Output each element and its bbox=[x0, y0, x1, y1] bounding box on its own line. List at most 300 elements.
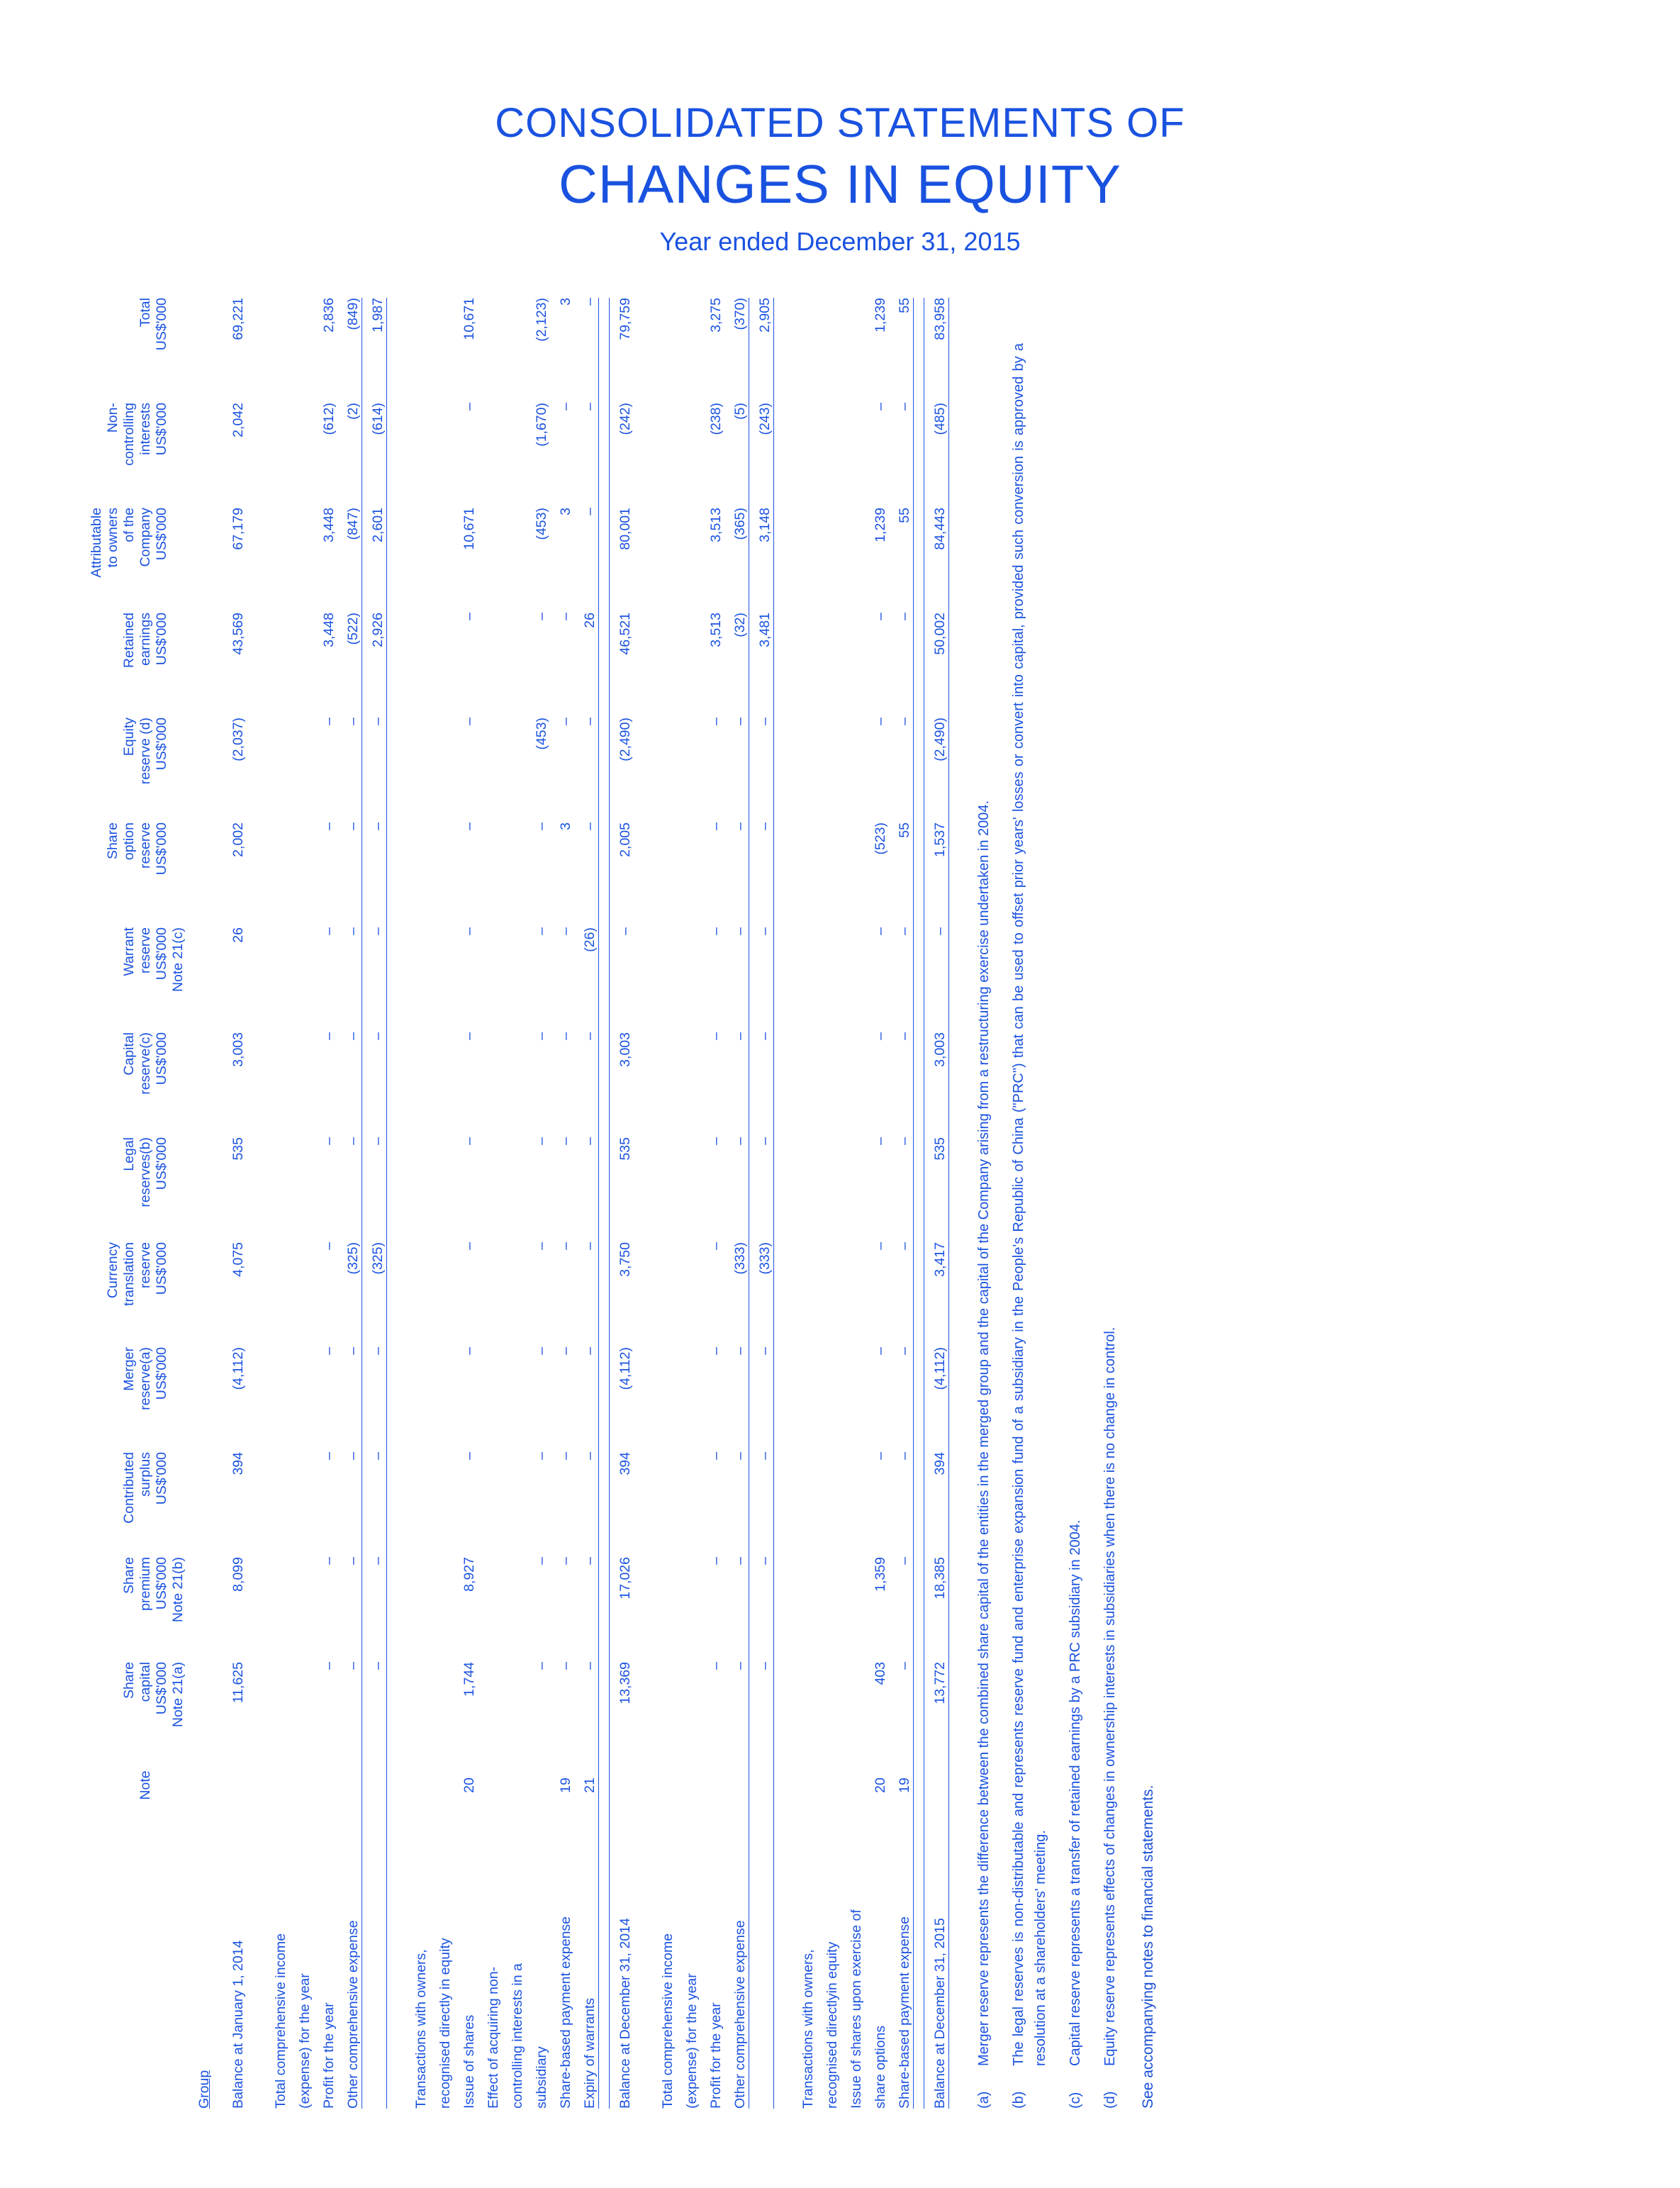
table-row bbox=[289, 298, 313, 2109]
col-note-nci bbox=[170, 403, 186, 508]
row-label: Other comprehensive expense bbox=[724, 1804, 749, 2109]
col-header-merger_reserve: Merger reserve(a) bbox=[121, 1347, 153, 1410]
footnote-item bbox=[1065, 343, 1087, 2109]
cell-share_premium: 8,099 bbox=[230, 1557, 246, 1592]
row-label: Share-based payment expense bbox=[558, 1916, 573, 2109]
cell-equity_reserve: – bbox=[321, 718, 337, 725]
cell-share_premium: – bbox=[337, 1557, 362, 1662]
cell-share_premium: – bbox=[889, 1557, 914, 1662]
cell-share_option_reserve: – bbox=[321, 822, 337, 830]
cell-retained_earnings: – bbox=[889, 613, 914, 718]
cell-share_option_reserve: 1,537 bbox=[924, 822, 949, 927]
col-header-legal_reserves: Legal reserves(b) bbox=[121, 1137, 153, 1207]
row-note-ref bbox=[924, 1767, 949, 1804]
cell-share_option_reserve: – bbox=[461, 822, 477, 830]
cell-contributed_surplus: – bbox=[574, 1452, 599, 1557]
col-unit-total: US$'000 bbox=[154, 298, 169, 351]
cell-contributed_surplus: – bbox=[461, 1452, 477, 1460]
cell-warrant_reserve: – bbox=[873, 927, 888, 935]
table-row bbox=[454, 298, 478, 2109]
cell-share_premium: 1,359 bbox=[873, 1557, 888, 1592]
row-note-ref bbox=[337, 1767, 362, 1804]
cell-legal_reserves: – bbox=[321, 1137, 337, 1145]
cell-currency_translation_reserve: (333) bbox=[724, 1242, 749, 1347]
row-note-ref bbox=[749, 1767, 774, 1804]
row-empty bbox=[289, 298, 313, 1804]
row-label: controlling interests in a bbox=[510, 1963, 525, 2109]
cell-nci: (485) bbox=[924, 403, 949, 508]
cell-share_capital: 11,625 bbox=[230, 1662, 246, 1704]
table-row bbox=[924, 298, 949, 2109]
table-row bbox=[676, 298, 700, 2109]
cell-share_capital: – bbox=[321, 1662, 337, 1670]
table-row bbox=[841, 298, 865, 2109]
cell-retained_earnings: – bbox=[534, 613, 549, 620]
row-label: Issue of shares upon exercise of bbox=[849, 1909, 864, 2109]
cell-attributable_owners: 1,239 bbox=[873, 508, 888, 542]
cell-merger_reserve: – bbox=[558, 1347, 573, 1355]
cell-contributed_surplus: – bbox=[337, 1452, 362, 1557]
cell-share_capital: – bbox=[362, 1662, 387, 1767]
cell-currency_translation_reserve: – bbox=[321, 1242, 337, 1250]
row-label: Transactions with owners, bbox=[413, 1949, 429, 2109]
cell-legal_reserves: – bbox=[534, 1137, 549, 1145]
cell-total: 79,759 bbox=[610, 298, 634, 403]
cell-merger_reserve: – bbox=[574, 1347, 599, 1452]
cell-currency_translation_reserve: 3,750 bbox=[610, 1242, 634, 1347]
cell-contributed_surplus: – bbox=[534, 1452, 549, 1460]
col-note-share_premium: Note 21(b) bbox=[170, 1557, 186, 1623]
row-note-ref bbox=[700, 1767, 724, 1804]
table-header-units bbox=[154, 298, 170, 2109]
cell-contributed_surplus: – bbox=[321, 1452, 337, 1460]
table-row bbox=[574, 298, 599, 2109]
cell-merger_reserve: – bbox=[873, 1347, 888, 1355]
col-unit-equity_reserve: US$'000 bbox=[154, 718, 169, 771]
col-header-warrant_reserve: Warrant reserve bbox=[121, 927, 153, 976]
statement-rotated bbox=[89, 298, 1591, 2134]
table-row bbox=[478, 298, 502, 2109]
cell-nci: (614) bbox=[362, 403, 387, 508]
cell-capital_reserve: 3,003 bbox=[230, 1032, 246, 1067]
row-label: recognised directlyin equity bbox=[824, 1941, 840, 2109]
cell-currency_translation_reserve: (325) bbox=[337, 1242, 362, 1347]
row-spacer-small bbox=[914, 298, 924, 2109]
cell-equity_reserve: (2,490) bbox=[610, 718, 634, 822]
row-label bbox=[749, 1804, 774, 2109]
cell-merger_reserve: – bbox=[708, 1347, 724, 1355]
cell-currency_translation_reserve: (333) bbox=[749, 1242, 774, 1347]
col-header-total: Total bbox=[138, 298, 153, 328]
cell-nci: (2) bbox=[337, 403, 362, 508]
row-note-ref bbox=[313, 1767, 337, 1804]
cell-share_option_reserve: (523) bbox=[873, 822, 888, 855]
cell-equity_reserve: (453) bbox=[534, 718, 549, 750]
cell-share_premium: – bbox=[558, 1557, 573, 1565]
cell-legal_reserves: 535 bbox=[230, 1137, 246, 1161]
footnote-key: (a) bbox=[976, 2091, 992, 2109]
row-empty bbox=[430, 298, 454, 1804]
cell-share_option_reserve: 55 bbox=[889, 822, 914, 927]
cell-contributed_surplus: – bbox=[873, 1452, 888, 1460]
cell-retained_earnings: – bbox=[461, 613, 477, 620]
cell-total: 3,275 bbox=[708, 298, 724, 333]
cell-attributable_owners: 3,148 bbox=[749, 508, 774, 613]
cell-total: 3 bbox=[558, 298, 573, 306]
col-unit-warrant_reserve: US$'000 bbox=[154, 927, 169, 981]
cell-contributed_surplus: – bbox=[362, 1452, 387, 1557]
cell-attributable_owners: (847) bbox=[337, 508, 362, 613]
cell-total: 55 bbox=[889, 298, 914, 403]
cell-merger_reserve: – bbox=[534, 1347, 549, 1355]
cell-contributed_surplus: – bbox=[724, 1452, 749, 1557]
cell-total: 1,987 bbox=[362, 298, 387, 403]
table-row bbox=[610, 298, 634, 2109]
row-label: Issue of shares bbox=[461, 2014, 477, 2109]
cell-legal_reserves: – bbox=[558, 1137, 573, 1145]
row-spacer bbox=[634, 298, 652, 2109]
cell-merger_reserve: – bbox=[321, 1347, 337, 1355]
cell-retained_earnings: 3,448 bbox=[321, 613, 337, 647]
col-header-retained_earnings: Retained earnings bbox=[121, 613, 153, 669]
cell-warrant_reserve: – bbox=[534, 927, 549, 935]
cell-share_option_reserve: – bbox=[337, 822, 362, 927]
cell-capital_reserve: – bbox=[321, 1032, 337, 1040]
cell-share_capital: 1,744 bbox=[461, 1662, 477, 1697]
cell-warrant_reserve: – bbox=[321, 927, 337, 935]
cell-warrant_reserve: – bbox=[724, 927, 749, 1032]
row-note-ref: 21 bbox=[574, 1767, 599, 1804]
row-spacer bbox=[387, 298, 406, 2109]
row-note-ref bbox=[526, 1767, 550, 1804]
cell-merger_reserve: – bbox=[362, 1347, 387, 1452]
cell-legal_reserves: 535 bbox=[924, 1137, 949, 1242]
row-note-ref bbox=[362, 1767, 387, 1804]
cell-share_capital: – bbox=[708, 1662, 724, 1670]
table-row bbox=[793, 298, 817, 2109]
row-label: Transactions with owners, bbox=[800, 1949, 816, 2109]
row-label: (expense) for the year bbox=[684, 1973, 700, 2109]
cell-share_option_reserve: – bbox=[534, 822, 549, 830]
col-header-nci: Non- controlling interests bbox=[105, 403, 153, 466]
row-label: Share-based payment expense bbox=[889, 1804, 914, 2109]
cell-total: 69,221 bbox=[230, 298, 246, 340]
cell-attributable_owners: – bbox=[574, 508, 599, 613]
table-row bbox=[700, 298, 724, 2109]
table-row bbox=[724, 298, 749, 2109]
cell-currency_translation_reserve: – bbox=[574, 1242, 599, 1347]
row-label: Expiry of warrants bbox=[574, 1804, 599, 2109]
row-empty bbox=[676, 298, 700, 1804]
row-note-ref bbox=[724, 1767, 749, 1804]
row-empty bbox=[652, 298, 676, 1804]
cell-equity_reserve: – bbox=[889, 718, 914, 822]
col-unit-label bbox=[154, 1804, 170, 2109]
col-header-share_option_reserve: Share option reserve bbox=[105, 822, 153, 869]
footnote-text: Capital reserve represents a transfer of retained earnings by a PRC subsidiary in 2004. bbox=[1068, 1519, 1083, 2066]
cell-warrant_reserve: – bbox=[558, 927, 573, 935]
cell-nci: (242) bbox=[610, 403, 634, 508]
col-unit-share_premium: US$'000 bbox=[154, 1557, 169, 1610]
col-unit-contributed_surplus: US$'000 bbox=[154, 1452, 169, 1505]
cell-attributable_owners: 67,179 bbox=[230, 508, 246, 550]
cell-nci: – bbox=[574, 403, 599, 508]
cell-warrant_reserve: – bbox=[708, 927, 724, 935]
statement-area bbox=[0, 298, 1680, 2155]
cell-equity_reserve: (2,037) bbox=[230, 718, 246, 761]
cell-nci: (612) bbox=[321, 403, 337, 435]
cell-attributable_owners: 3,513 bbox=[708, 508, 724, 542]
footnote-item bbox=[1099, 343, 1121, 2109]
cell-total: 10,671 bbox=[461, 298, 477, 340]
see-accompanying-notes: See accompanying notes to financial statements. bbox=[1140, 1785, 1156, 2109]
cell-capital_reserve: – bbox=[558, 1032, 573, 1040]
cell-total: 2,836 bbox=[321, 298, 337, 333]
cell-share_premium: 18,385 bbox=[924, 1557, 949, 1662]
row-label: Effect of acquiring non- bbox=[486, 1966, 501, 2109]
cell-equity_reserve: – bbox=[337, 718, 362, 822]
col-header-note: Note bbox=[138, 1770, 153, 1800]
cell-merger_reserve: – bbox=[724, 1347, 749, 1452]
col-note-label bbox=[170, 1804, 186, 2109]
cell-share_premium: – bbox=[534, 1557, 549, 1565]
cell-share_capital: – bbox=[534, 1662, 549, 1670]
row-label: Balance at January 1, 2014 bbox=[230, 1940, 246, 2109]
cell-total: (2,123) bbox=[534, 298, 549, 342]
cell-nci: – bbox=[889, 403, 914, 508]
table-row bbox=[865, 298, 889, 2109]
cell-currency_translation_reserve: – bbox=[534, 1242, 549, 1250]
cell-share_capital: 13,772 bbox=[924, 1662, 949, 1767]
table-body bbox=[223, 298, 949, 2109]
cell-contributed_surplus: – bbox=[558, 1452, 573, 1460]
cell-equity_reserve: (2,490) bbox=[924, 718, 949, 822]
row-note-ref bbox=[223, 1767, 247, 1804]
cell-currency_translation_reserve: – bbox=[558, 1242, 573, 1250]
cell-share_premium: 8,927 bbox=[461, 1557, 477, 1592]
footnotes bbox=[973, 343, 1121, 2109]
cell-warrant_reserve: – bbox=[749, 927, 774, 1032]
cell-retained_earnings: 43,569 bbox=[230, 613, 246, 655]
cell-share_capital: – bbox=[574, 1662, 599, 1767]
row-label bbox=[362, 1804, 387, 2109]
footnote-text: Equity reserve represents effects of changes in ownership interests in subsidiaries when there is no change in control. bbox=[1102, 1327, 1118, 2066]
cell-total: (849) bbox=[337, 298, 362, 403]
col-header-capital_reserve: Capital reserve(c) bbox=[121, 1032, 153, 1095]
cell-share_premium: 17,026 bbox=[610, 1557, 634, 1662]
cell-nci: (1,670) bbox=[534, 403, 549, 447]
cell-share_option_reserve: – bbox=[574, 822, 599, 927]
table-row bbox=[652, 298, 676, 2109]
title-subtitle: Year ended December 31, 2015 bbox=[659, 227, 1021, 256]
row-label: Balance at December 31, 2015 bbox=[924, 1804, 949, 2109]
cell-share_premium: – bbox=[362, 1557, 387, 1662]
cell-currency_translation_reserve: – bbox=[873, 1242, 888, 1250]
footnote-item bbox=[1008, 343, 1052, 2109]
cell-contributed_surplus: 394 bbox=[924, 1452, 949, 1557]
col-unit-share_capital: US$'000 bbox=[154, 1662, 169, 1715]
col-header-equity_reserve: Equity reserve (d) bbox=[121, 718, 153, 785]
cell-share_premium: – bbox=[724, 1557, 749, 1662]
footnote-text: Merger reserve represents the difference between the combined share capital of the entities in the merged group and the capital of the Company arising from a restructuring exercise undertaken in 2004. bbox=[976, 800, 992, 2066]
row-empty bbox=[841, 298, 865, 1804]
cell-currency_translation_reserve: – bbox=[461, 1242, 477, 1250]
cell-capital_reserve: – bbox=[708, 1032, 724, 1040]
col-unit-nci: US$'000 bbox=[154, 403, 169, 456]
cell-attributable_owners: (453) bbox=[534, 508, 549, 540]
cell-attributable_owners: (365) bbox=[724, 508, 749, 613]
cell-warrant_reserve: – bbox=[362, 927, 387, 1032]
cell-nci: (5) bbox=[724, 403, 749, 508]
cell-share_capital: – bbox=[889, 1662, 914, 1767]
row-label: (expense) for the year bbox=[297, 1973, 313, 2109]
cell-capital_reserve: 3,003 bbox=[610, 1032, 634, 1137]
cell-equity_reserve: – bbox=[461, 718, 477, 725]
cell-capital_reserve: – bbox=[337, 1032, 362, 1137]
cell-equity_reserve: – bbox=[574, 718, 599, 822]
cell-warrant_reserve: – bbox=[337, 927, 362, 1032]
row-note-ref: 20 bbox=[873, 1777, 888, 1793]
cell-retained_earnings: 3,513 bbox=[708, 613, 724, 647]
row-label: Profit for the year bbox=[321, 2002, 337, 2109]
cell-equity_reserve: – bbox=[749, 718, 774, 822]
col-unit-attributable_owners: US$'000 bbox=[154, 508, 169, 561]
col-note-attributable_owners bbox=[170, 508, 186, 613]
row-label: Profit for the year bbox=[708, 2002, 724, 2109]
cell-nci: (238) bbox=[708, 403, 724, 435]
col-unit-capital_reserve: US$'000 bbox=[154, 1032, 169, 1085]
cell-share_capital: – bbox=[749, 1662, 774, 1767]
col-unit-note bbox=[154, 1767, 170, 1804]
row-note-ref: 20 bbox=[461, 1777, 477, 1793]
cell-warrant_reserve: – bbox=[461, 927, 477, 935]
row-label: Total comprehensive income bbox=[660, 1933, 676, 2109]
cell-share_option_reserve: 2,002 bbox=[230, 822, 246, 857]
col-note-currency_translation_reserve bbox=[170, 1242, 186, 1347]
group-section-row bbox=[196, 298, 213, 2109]
cell-attributable_owners: 3 bbox=[558, 508, 573, 515]
cell-legal_reserves: 535 bbox=[610, 1137, 634, 1242]
cell-capital_reserve: – bbox=[534, 1032, 549, 1040]
row-empty bbox=[478, 298, 502, 1804]
row-spacer bbox=[774, 298, 793, 2109]
cell-warrant_reserve: – bbox=[889, 927, 914, 1032]
cell-total: 1,239 bbox=[873, 298, 888, 333]
cell-attributable_owners: 10,671 bbox=[461, 508, 477, 550]
page-title bbox=[0, 99, 1680, 257]
title-line-1: CONSOLIDATED STATEMENTS OF bbox=[495, 100, 1185, 146]
cell-currency_translation_reserve: 4,075 bbox=[230, 1242, 246, 1277]
row-label: share options bbox=[873, 2025, 888, 2109]
cell-share_premium: – bbox=[749, 1557, 774, 1662]
cell-retained_earnings: 50,002 bbox=[924, 613, 949, 718]
row-empty bbox=[502, 298, 526, 1804]
cell-attributable_owners: 2,601 bbox=[362, 508, 387, 613]
cell-nci: – bbox=[558, 403, 573, 411]
col-note-warrant_reserve: Note 21(c) bbox=[170, 927, 186, 993]
table-header-labels bbox=[89, 298, 154, 2109]
row-note-ref bbox=[610, 1767, 634, 1804]
cell-currency_translation_reserve: – bbox=[708, 1242, 724, 1250]
cell-share_premium: – bbox=[321, 1557, 337, 1565]
cell-capital_reserve: – bbox=[724, 1032, 749, 1137]
header-gap bbox=[186, 298, 196, 2109]
col-note-capital_reserve bbox=[170, 1032, 186, 1137]
cell-share_option_reserve: – bbox=[362, 822, 387, 927]
cell-capital_reserve: 3,003 bbox=[924, 1032, 949, 1137]
cell-currency_translation_reserve: – bbox=[889, 1242, 914, 1347]
row-note-ref: 19 bbox=[558, 1777, 573, 1793]
table-row bbox=[550, 298, 574, 2109]
cell-share_premium: – bbox=[574, 1557, 599, 1662]
row-empty bbox=[793, 298, 817, 1804]
cell-merger_reserve: (4,112) bbox=[230, 1347, 246, 1390]
cell-legal_reserves: – bbox=[889, 1137, 914, 1242]
table-row bbox=[313, 298, 337, 2109]
col-note-share_option_reserve bbox=[170, 822, 186, 927]
col-unit-legal_reserves: US$'000 bbox=[154, 1137, 169, 1190]
table-row bbox=[405, 298, 430, 2109]
cell-legal_reserves: – bbox=[708, 1137, 724, 1145]
footnote-key: (b) bbox=[1011, 2091, 1026, 2109]
cell-retained_earnings: (32) bbox=[724, 613, 749, 718]
table-row bbox=[526, 298, 550, 2109]
table-row bbox=[817, 298, 841, 2109]
cell-capital_reserve: – bbox=[889, 1032, 914, 1137]
cell-equity_reserve: – bbox=[708, 718, 724, 725]
cell-legal_reserves: – bbox=[461, 1137, 477, 1145]
col-note-merger_reserve bbox=[170, 1347, 186, 1452]
cell-share_capital: 403 bbox=[873, 1662, 888, 1685]
cell-nci: – bbox=[461, 403, 477, 411]
cell-retained_earnings: (522) bbox=[337, 613, 362, 718]
cell-legal_reserves: – bbox=[724, 1137, 749, 1242]
row-label: Total comprehensive income bbox=[273, 1933, 289, 2109]
cell-equity_reserve: – bbox=[873, 718, 888, 725]
cell-share_option_reserve: – bbox=[708, 822, 724, 830]
cell-retained_earnings: – bbox=[873, 613, 888, 620]
cell-merger_reserve: – bbox=[337, 1347, 362, 1452]
cell-share_option_reserve: – bbox=[724, 822, 749, 927]
col-unit-share_option_reserve: US$'000 bbox=[154, 822, 169, 876]
row-label: subsidiary bbox=[534, 2046, 549, 2109]
cell-equity_reserve: – bbox=[558, 718, 573, 725]
cell-capital_reserve: – bbox=[873, 1032, 888, 1040]
cell-merger_reserve: – bbox=[749, 1347, 774, 1452]
row-spacer-small bbox=[599, 298, 610, 2109]
cell-share_capital: – bbox=[724, 1662, 749, 1767]
cell-merger_reserve: – bbox=[461, 1347, 477, 1355]
cell-currency_translation_reserve: (325) bbox=[362, 1242, 387, 1347]
col-note-retained_earnings bbox=[170, 613, 186, 718]
col-note-equity_reserve bbox=[170, 718, 186, 822]
cell-legal_reserves: – bbox=[749, 1137, 774, 1242]
row-empty bbox=[405, 298, 430, 1804]
cell-capital_reserve: – bbox=[749, 1032, 774, 1137]
row-empty bbox=[265, 298, 289, 1804]
title-line-2: CHANGES IN EQUITY bbox=[559, 155, 1121, 215]
col-note-note bbox=[170, 1767, 186, 1804]
table-header-notes bbox=[170, 298, 186, 2109]
cell-retained_earnings: – bbox=[558, 613, 573, 620]
cell-legal_reserves: – bbox=[362, 1137, 387, 1242]
cell-capital_reserve: – bbox=[362, 1032, 387, 1137]
cell-share_capital: – bbox=[558, 1662, 573, 1670]
group-label: Group bbox=[196, 2070, 212, 2109]
col-header-share_premium: Share premium bbox=[121, 1557, 153, 1611]
cell-retained_earnings: 2,926 bbox=[362, 613, 387, 718]
cell-attributable_owners: 84,443 bbox=[924, 508, 949, 613]
